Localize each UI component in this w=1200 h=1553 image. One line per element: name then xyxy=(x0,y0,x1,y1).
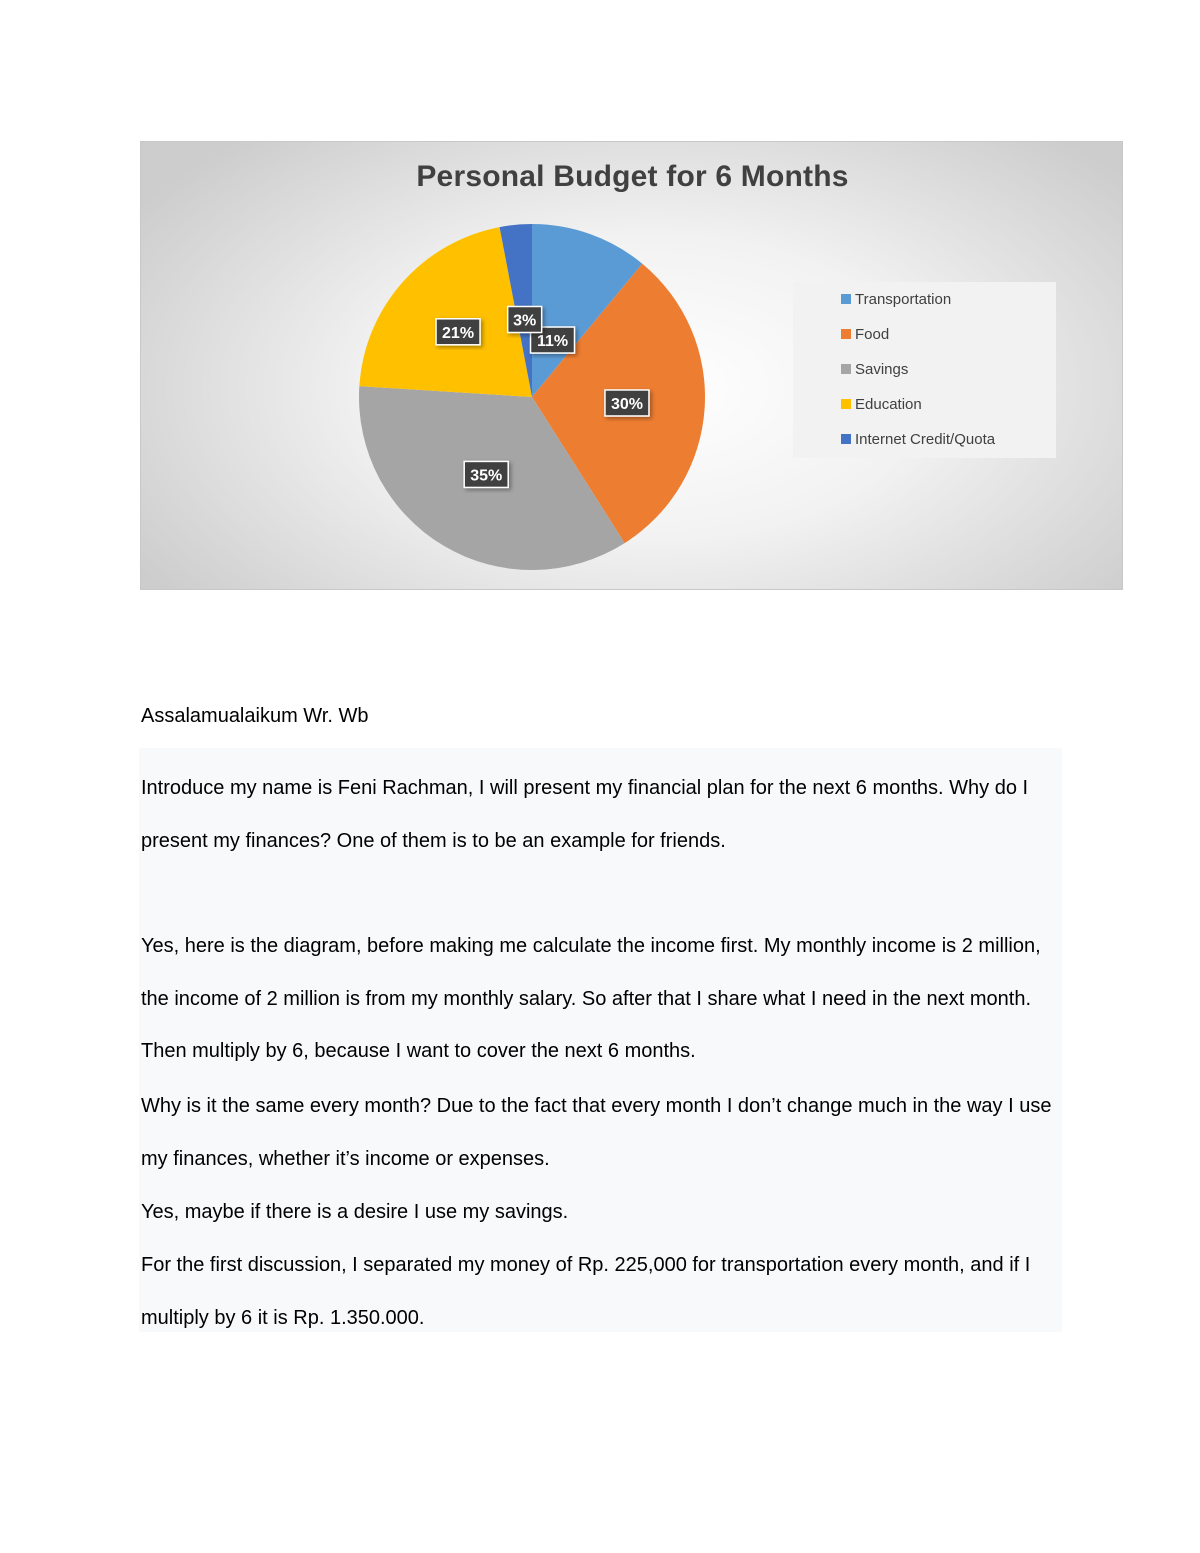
paragraph-savings: Yes, maybe if there is a desire I use my savings. xyxy=(141,1201,569,1223)
legend-item-savings xyxy=(841,359,908,379)
svg-text:21%: 21% xyxy=(442,324,475,342)
legend-label: Food xyxy=(855,325,890,343)
svg-text:11%: 11% xyxy=(536,333,569,351)
data-label-education xyxy=(436,319,480,345)
legend-swatch xyxy=(841,364,851,374)
paragraph-diagram: Yes, here is the diagram, before making me calculate the income first. My monthly income is 2 million, the income of 2 million is from my monthly salary. So after that I share what I need in the next month. Then multiply by 6, because I want to cover the next 6 months. xyxy=(141,935,1041,1062)
legend-label: Transportation xyxy=(855,290,952,308)
legend-item-education xyxy=(841,394,922,414)
greeting: Assalamualaikum Wr. Wb xyxy=(141,705,369,727)
chart-title: Personal Budget for 6 Months xyxy=(416,160,849,193)
legend-swatch xyxy=(841,434,851,444)
legend-label: Savings xyxy=(855,360,909,378)
paragraph-why-same: Why is it the same every month? Due to the fact that every month I don’t change much in the way I use my finances, whether it’s income or expenses. xyxy=(141,1095,1052,1170)
legend-swatch xyxy=(841,329,851,339)
legend-swatch xyxy=(841,399,851,409)
data-label-savings xyxy=(464,461,508,487)
svg-text:3%: 3% xyxy=(513,312,537,330)
legend-label: Education xyxy=(855,395,922,413)
svg-text:30%: 30% xyxy=(610,395,643,413)
paragraph-intro: Introduce my name is Feni Rachman, I will present my financial plan for the next 6 months. Why do I present my finances? One of them is to be an example for friends. xyxy=(141,777,1029,852)
legend-item-internet xyxy=(841,429,995,449)
legend-item-food xyxy=(841,324,889,344)
legend-item-transportation xyxy=(841,289,951,309)
pie-chart xyxy=(140,141,1123,590)
paragraph-transportation: For the first discussion, I separated my money of Rp. 225,000 for transportation every month, and if I multiply by 6 it is Rp. 1.350.000. xyxy=(141,1254,1031,1329)
data-label-internet xyxy=(508,306,542,332)
legend-label: Internet Credit/Quota xyxy=(855,430,996,448)
chart-legend xyxy=(793,282,1056,458)
svg-text:35%: 35% xyxy=(470,467,503,485)
legend-swatch xyxy=(841,294,851,304)
data-label-food xyxy=(605,390,649,416)
